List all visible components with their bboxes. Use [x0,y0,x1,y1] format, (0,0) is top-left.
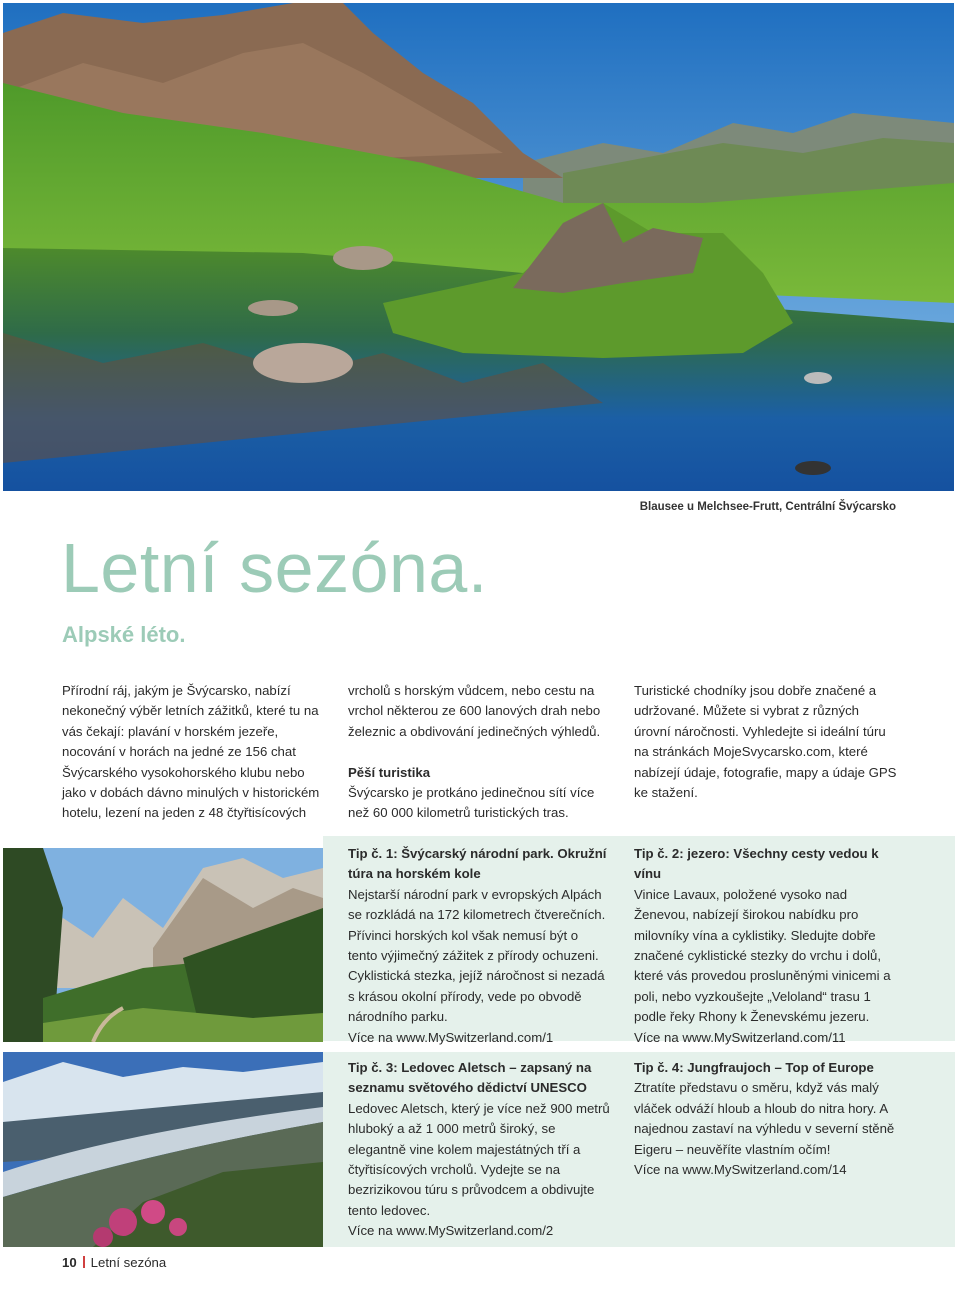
aletsch-glacier-photo [3,1052,323,1247]
alpine-lake-image [3,3,954,491]
tip-2-heading: Tip č. 2: jezero: Všechny cesty vedou k vínu [634,846,879,882]
tip-4-text: Ztratíte představu o směru, když vás malý vláček odváží hloub a hloub do nitra hory. A najednou zastaví na výhledu v severní stěně Eigeru – neuvěříte vlastním očím! [634,1080,895,1157]
section-text-hiking: Švýcarsko je protkáno jedinečnou sítí více než 60 000 kilometrů turistických tras. [348,785,595,821]
page-footer [62,1255,166,1270]
tip-1-heading: Tip č. 1: Švýcarský národní park. Okružní túra na horském kole [348,846,607,882]
tip-1-text: Nejstarší národní park v evropských Alpách se rozkládá na 172 kilometrech čtverečních. Přívinci horských kol však nemusí být o tento výjimečný zážitek z přírody ochuzeni. Cyklistická stezka, jejíž náročnost si nezadá s krásou okolní přírody, vede po obvodě národního parku. [348,886,606,1025]
intro-text-2: vrcholů s horským vůdcem, nebo cestu na vrchol některou ze 600 lanových drah nebo železnic a obdivování jedinečných výhledů. [348,683,601,739]
tip-4-link[interactable]: Více na www.MySwitzerland.com/14 [634,1162,847,1178]
tip-2 [634,844,896,1048]
footer-section-name: Letní sezóna [90,1255,167,1270]
footer-separator [83,1256,85,1268]
tip-4 [634,1058,896,1180]
intro-column-2 [348,681,613,824]
section-heading-hiking: Pěší turistika [348,764,431,780]
mountain-valley-image [3,848,323,1042]
tip-4-heading: Tip č. 4: Jungfraujoch – Top of Europe [634,1060,874,1075]
hero-photo [3,3,954,491]
intro-column-1 [62,681,327,824]
national-park-photo [3,848,323,1042]
glacier-image [3,1052,323,1247]
tip-3 [348,1058,610,1242]
tip-3-text: Ledovec Aletsch, který je více než 900 metrů hluboký a až 1 000 metrů široký, se elegantně vine kolem majestátných tří a čtyřtisícových vrcholů. Vydejte se na bezrizikovou túru s průvodcem a obdivujte tento ledovec. [348,1100,610,1218]
tip-3-link[interactable]: Více na www.MySwitzerland.com/2 [348,1223,554,1239]
tip-3-heading: Tip č. 3: Ledovec Aletsch – zapsaný na seznamu světového dědictví UNESCO [348,1060,592,1096]
page-number: 10 [62,1255,77,1270]
intro-column-3 [634,681,899,803]
tip-2-link[interactable]: Více na www.MySwitzerland.com/11 [634,1029,846,1045]
page-subtitle: Alpské léto. [62,622,186,647]
intro-text-3: Turistické chodníky jsou dobře značené a udržované. Můžete si vybrat z různých úrovní náročnosti. Vyhledejte si ideální túru na stránkách MojeSvycarsko.com, které nabízejí údaje, fotografie, mapy a údaje GPS ke stažení. [634,683,897,801]
page-title: Letní sezóna. [61,529,488,607]
tip-1 [348,844,610,1048]
tip-2-text: Vinice Lavaux, položené vysoko nad Ženevou, nabízejí širokou nabídku pro milovníky vína a cyklistiky. Sledujte dobře značené cyklistické stezky do vrchu i dolů, které vás provedou prosluněnými vinicemi a poli, nebo vyzkoušejte „Veloland“ trasu 1 podle řeky Rhony k Ženevskému jezeru. [634,886,891,1025]
photo-caption: Blausee u Melchsee-Frutt, Centrální Švýcarsko [639,501,896,513]
tip-1-link[interactable]: Více na www.MySwitzerland.com/1 [348,1029,554,1045]
intro-text-1: Přírodní ráj, jakým je Švýcarsko, nabízí nekonečný výběr letních zážitků, které tu na vás čekají: plavání v horském jezeře, nocování v horách na jedné ze 156 chat Švýcarského vysokohorského klubu nebo jako v dobách dávno minulých v historickém hotelu, lezení na jeden z 48 čtyřtisícových [62,683,320,821]
